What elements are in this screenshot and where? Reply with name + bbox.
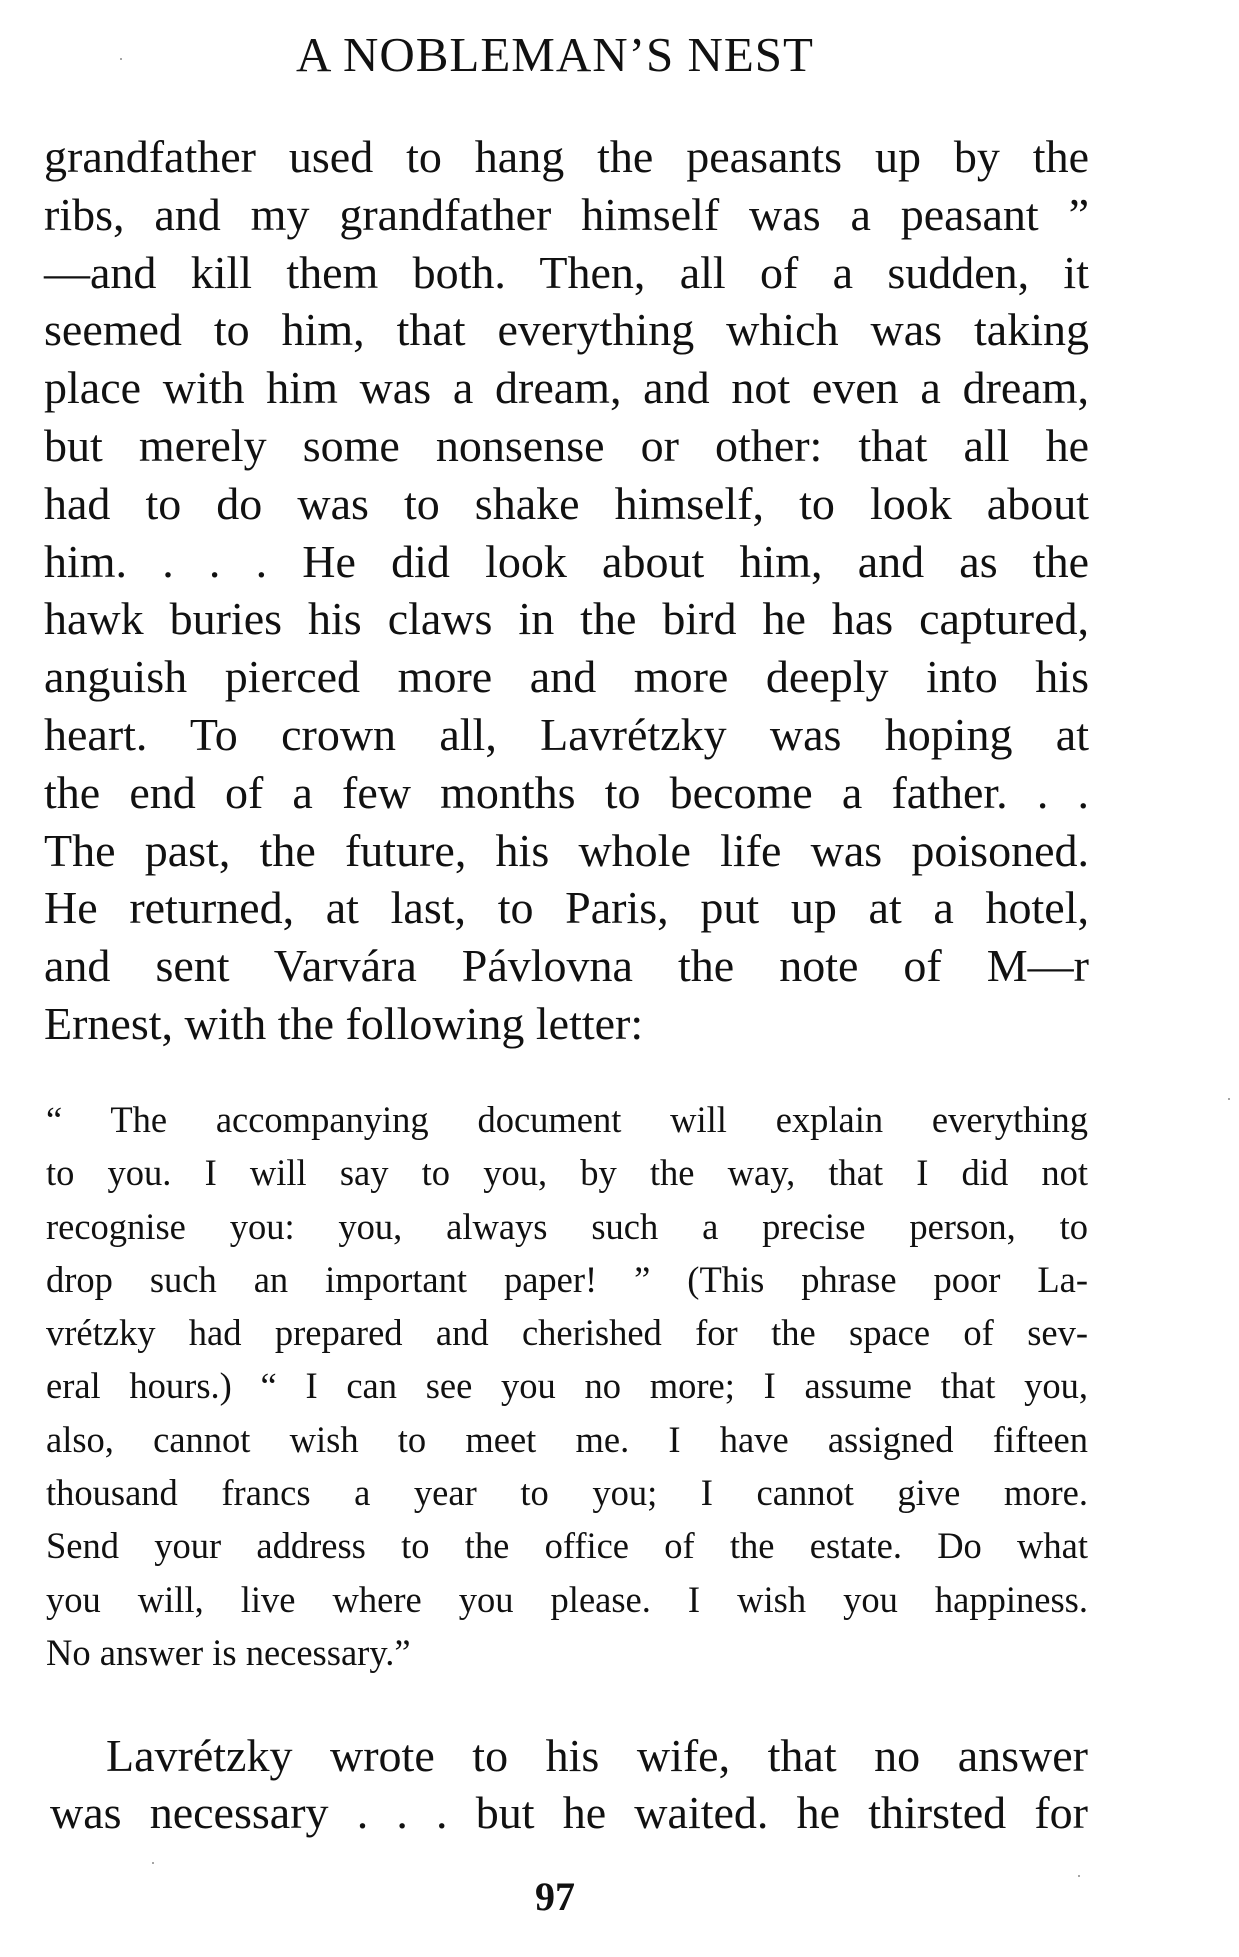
text-line: Ernest, with the following letter: bbox=[44, 997, 644, 1049]
text-line: but merely some nonsense or other: that all he bbox=[44, 419, 1089, 471]
text-line: grandfather used to hang the peasants up by the bbox=[44, 131, 1089, 182]
text-line: him. . . . He did look about him, and as the bbox=[44, 535, 1089, 587]
text-line: had to do was to shake himself, to look about bbox=[44, 477, 1089, 529]
text-line: He returned, at last, to Paris, put up at a hotel, bbox=[44, 882, 1089, 934]
quote-line: thousand francs a year to you; I cannot give more. bbox=[46, 1472, 1088, 1514]
quote-line: “ The accompanying document will explain everything bbox=[46, 1099, 1088, 1140]
quote-line: also, cannot wish to meet me. I have assigned fifteen bbox=[46, 1418, 1088, 1460]
paper-speck bbox=[120, 58, 122, 60]
text-line: The past, the future, his whole life was poisoned. bbox=[44, 824, 1089, 876]
quote-line: to you. I will say to you, by the way, that I did not bbox=[46, 1152, 1088, 1194]
quote-line: recognise you: you, always such a precise person, to bbox=[46, 1205, 1088, 1247]
text-line: was necessary . . . but he waited. he thirsted for bbox=[50, 1787, 1088, 1838]
paper-speck bbox=[1078, 1875, 1080, 1877]
quote-line: No answer is necessary.” bbox=[46, 1631, 411, 1673]
running-head: A NOBLEMAN’S NEST bbox=[296, 27, 814, 82]
paper-speck bbox=[1228, 1098, 1230, 1100]
text-line: —and kill them both. Then, all of a sudden, it bbox=[44, 246, 1089, 298]
page-number: 97 bbox=[535, 1874, 575, 1919]
text-line: anguish pierced more and more deeply into his bbox=[44, 651, 1089, 703]
quote-line: Send your address to the office of the estate. Do what bbox=[46, 1525, 1088, 1567]
closing-paragraph bbox=[50, 1727, 1088, 1841]
text-line: ribs, and my grandfather himself was a peasant ” bbox=[44, 188, 1089, 240]
paper-speck bbox=[152, 1862, 154, 1864]
text-line: place with him was a dream, and not even a dream, bbox=[44, 362, 1089, 414]
text-line: the end of a few months to become a father. . . bbox=[44, 766, 1089, 818]
quote-line: vrétzky had prepared and cherished for the space of sev- bbox=[46, 1312, 1088, 1354]
text-line: and sent Varvára Pávlovna the note of M—r bbox=[44, 940, 1089, 992]
text-line: heart. To crown all, Lavrétzky was hoping at bbox=[44, 708, 1089, 760]
quote-line: drop such an important paper! ” (This phrase poor La- bbox=[46, 1258, 1088, 1300]
text-line: seemed to him, that everything which was taking bbox=[44, 304, 1089, 356]
main-paragraph bbox=[44, 128, 1089, 1053]
quoted-letter bbox=[46, 1093, 1088, 1679]
quote-line: you will, live where you please. I wish you happiness. bbox=[46, 1578, 1088, 1620]
text-line: hawk buries his claws in the bird he has captured, bbox=[44, 593, 1089, 645]
quote-line: eral hours.) “ I can see you no more; I assume that you, bbox=[46, 1365, 1088, 1407]
text-line: Lavrétzky wrote to his wife, that no answer bbox=[106, 1730, 1088, 1781]
